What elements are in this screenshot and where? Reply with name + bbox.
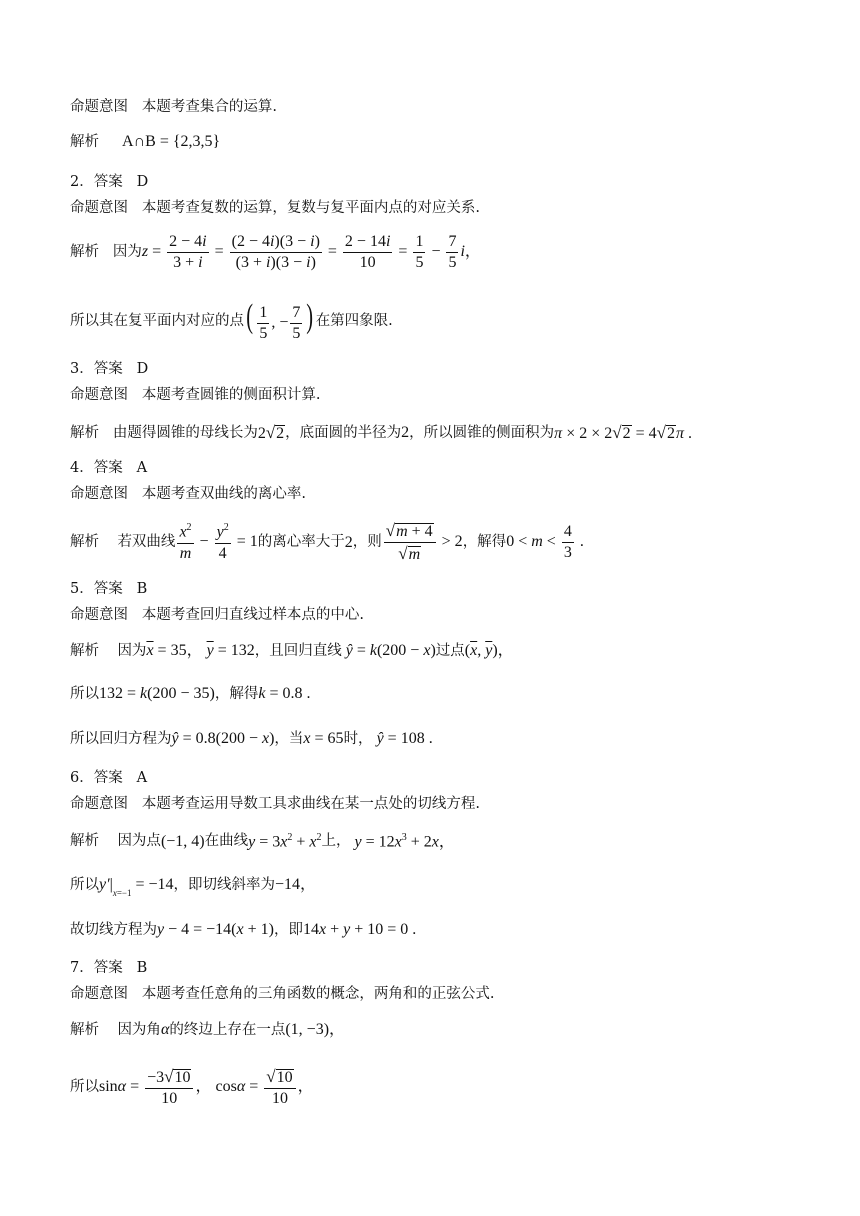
text: 由题得圆锥的母线长为 [112,424,258,441]
q4-hyperbola: $\frac{x^2}{m}$ − $\frac{y^2}{4}$ = 1 [179,522,258,562]
answer-label: 5．答案 [70,581,123,597]
q7-answer [70,961,147,976]
answer-value: B [136,581,148,597]
text: ，解得 [214,685,259,702]
q4-solution: 0 < m < $\frac{4}{3}$ . [506,523,584,561]
q6-derivative: $y = 12x^3 + 2x$， [354,832,455,851]
analysis-label: 解析 [70,534,99,551]
q7-point: (1, −3)， [285,1021,346,1038]
answer-label: 3．答案 [70,361,123,377]
text: 在曲线 [204,833,249,850]
intent-label: 命题意图 [70,796,128,812]
intent-label: 命题意图 [70,607,128,623]
q4-inequality: √ m + 4 √ m > 2 [385,521,463,563]
q6-tangent-final: 14x + y + 10 = 0 . [302,921,417,938]
q2-formula: z = $\frac{2 - 4i}{3 + i}$ = $\frac{(2 - 4i)(3 - i)}{(3 + i)(3 - i)}$ = $\frac{2 - 14i}{10}$ = $\frac{1}{5}$ − $\frac{7}{5}$ i， [141,233,481,271]
answer-value: B [136,960,148,976]
text: 所以 [70,876,99,893]
text: 所以 [70,685,99,702]
q7-cos: cosα = √ 10 10 ， [211,1067,314,1107]
text: 故切线方程为 [70,921,157,938]
q6-analysis [70,833,455,850]
text: 的离心率大于 [257,534,345,551]
intent-label: 命题意图 [70,486,128,502]
q7-intent [70,987,494,1002]
q5-line: ŷ = k(200 − x) [345,642,436,659]
q5-solve [70,686,310,702]
q1-intent [70,100,277,115]
q4-analysis [70,522,584,563]
q7-trig [70,1068,314,1107]
q5-center: ($\overline{x}$, $\overline{y}$)， [464,642,514,659]
q3-slant: 2 √ 2 [257,423,285,442]
q2-intent [70,201,480,216]
text: 时， [343,730,373,747]
analysis-label: 解析 [70,833,99,850]
q1-analysis [70,134,220,150]
text: ，且回归直线 [254,642,342,659]
q5-intent [70,608,364,623]
answer-value: D [136,174,149,190]
q6-slope-expr: $y'|_{x=-1} = -14$ [99,876,174,898]
q2-analysis [70,234,481,271]
intent-text: 本题考查回归直线过样本点的中心. [141,607,364,623]
intent-text: 本题考查运用导数工具求曲线在某一点处的切线方程. [141,796,480,812]
text: 所以 [70,1079,99,1096]
text: ，底面圆的半径为 [285,424,402,441]
text: 因为 [112,244,142,261]
q7-analysis [70,1022,345,1038]
q6-curve: $y = 3x^2 + x^2$ [248,832,322,851]
intent-text: 本题考查圆锥的侧面积计算. [141,387,321,403]
answer-label: 2．答案 [70,174,123,190]
analysis-label: 解析 [70,424,99,441]
q3-analysis [70,424,692,442]
q3-radius: 2 [401,424,410,441]
q6-answer [70,771,147,786]
q5-means: $\overline{x} = 35$， $\overline{y} = 132$ [146,642,255,659]
q5-y: ŷ = 108 . [376,730,433,747]
q6-point: (−1, 4) [160,832,205,850]
intent-label: 命题意图 [70,200,128,216]
text: 若双曲线 [117,534,176,551]
intent-text: 本题考查任意角的三角函数的概念，两角和的正弦公式. [141,986,495,1002]
q5-equation: 132 = k(200 − 35) [99,685,215,702]
q3-area: π × 2 × 2 √ 2 = 4 √ 2 π . [554,423,692,442]
text: 因为点 [117,833,161,850]
text: ，当 [274,730,304,747]
analysis-label: 解析 [70,642,99,659]
intent-label: 命题意图 [70,387,128,403]
text: ，即切线斜率为 [173,876,276,893]
analysis-label: 解析 [70,244,99,261]
q5-k: k = 0.8 . [258,685,311,702]
text: 所以回归方程为 [70,730,172,747]
q2-point-expr: ( $\frac{1}{5}$ , − $\frac{7}{5}$ ) [246,298,314,342]
q6-slope-value: −14， [275,876,317,893]
q4-two: 2 [344,533,353,551]
q5-analysis [70,643,514,659]
intent-label: 命题意图 [70,986,128,1002]
text: 因为角 [117,1021,161,1038]
q1-expression: A∩B = {2,3,5} [122,133,221,150]
answer-label: 7．答案 [70,960,123,976]
q2-point [70,300,393,342]
q5-regression: ŷ = 0.8(200 − x) [171,730,275,747]
q6-intent [70,797,480,812]
intent-text: 本题考查集合的运算. [141,99,277,115]
answer-value: A [136,460,148,476]
q2-answer [70,175,148,190]
intent-text: 本题考查复数的运算，复数与复平面内点的对应关系. [141,200,480,216]
text: ，即 [273,921,303,938]
q7-alpha: α [160,1021,170,1038]
text: 上， [321,833,351,850]
q6-slope [70,876,317,898]
analysis-label: 解析 [70,1021,99,1038]
q5-x: x = 65 [303,730,344,747]
text: ，解得 [462,534,507,551]
q7-sin: sinα = −3 √ 10 10 ， [99,1067,212,1107]
answer-value: D [136,361,149,377]
answer-label: 4．答案 [70,460,123,476]
q6-tangent-expr: y − 4 = −14(x + 1) [157,921,274,938]
text: 过点 [435,642,465,659]
q5-answer [70,582,147,597]
q3-intent [70,388,320,403]
text: 因为 [117,642,147,659]
text: ，则 [352,534,382,551]
q3-answer [70,362,148,377]
text: ，所以圆锥的侧面积为 [409,424,555,441]
answer-value: A [136,770,148,786]
text: 所以其在复平面内对应的点 [70,312,244,329]
text: 在第四象限. [315,312,393,329]
q4-answer [70,461,147,476]
intent-label: 命题意图 [70,99,128,115]
q6-tangent [70,922,416,938]
q4-intent [70,487,306,502]
analysis-label: 解析 [70,133,99,150]
intent-text: 本题考查双曲线的离心率. [141,486,306,502]
answer-label: 6．答案 [70,770,123,786]
q5-result [70,731,433,747]
text: 的终边上存在一点 [169,1021,286,1038]
